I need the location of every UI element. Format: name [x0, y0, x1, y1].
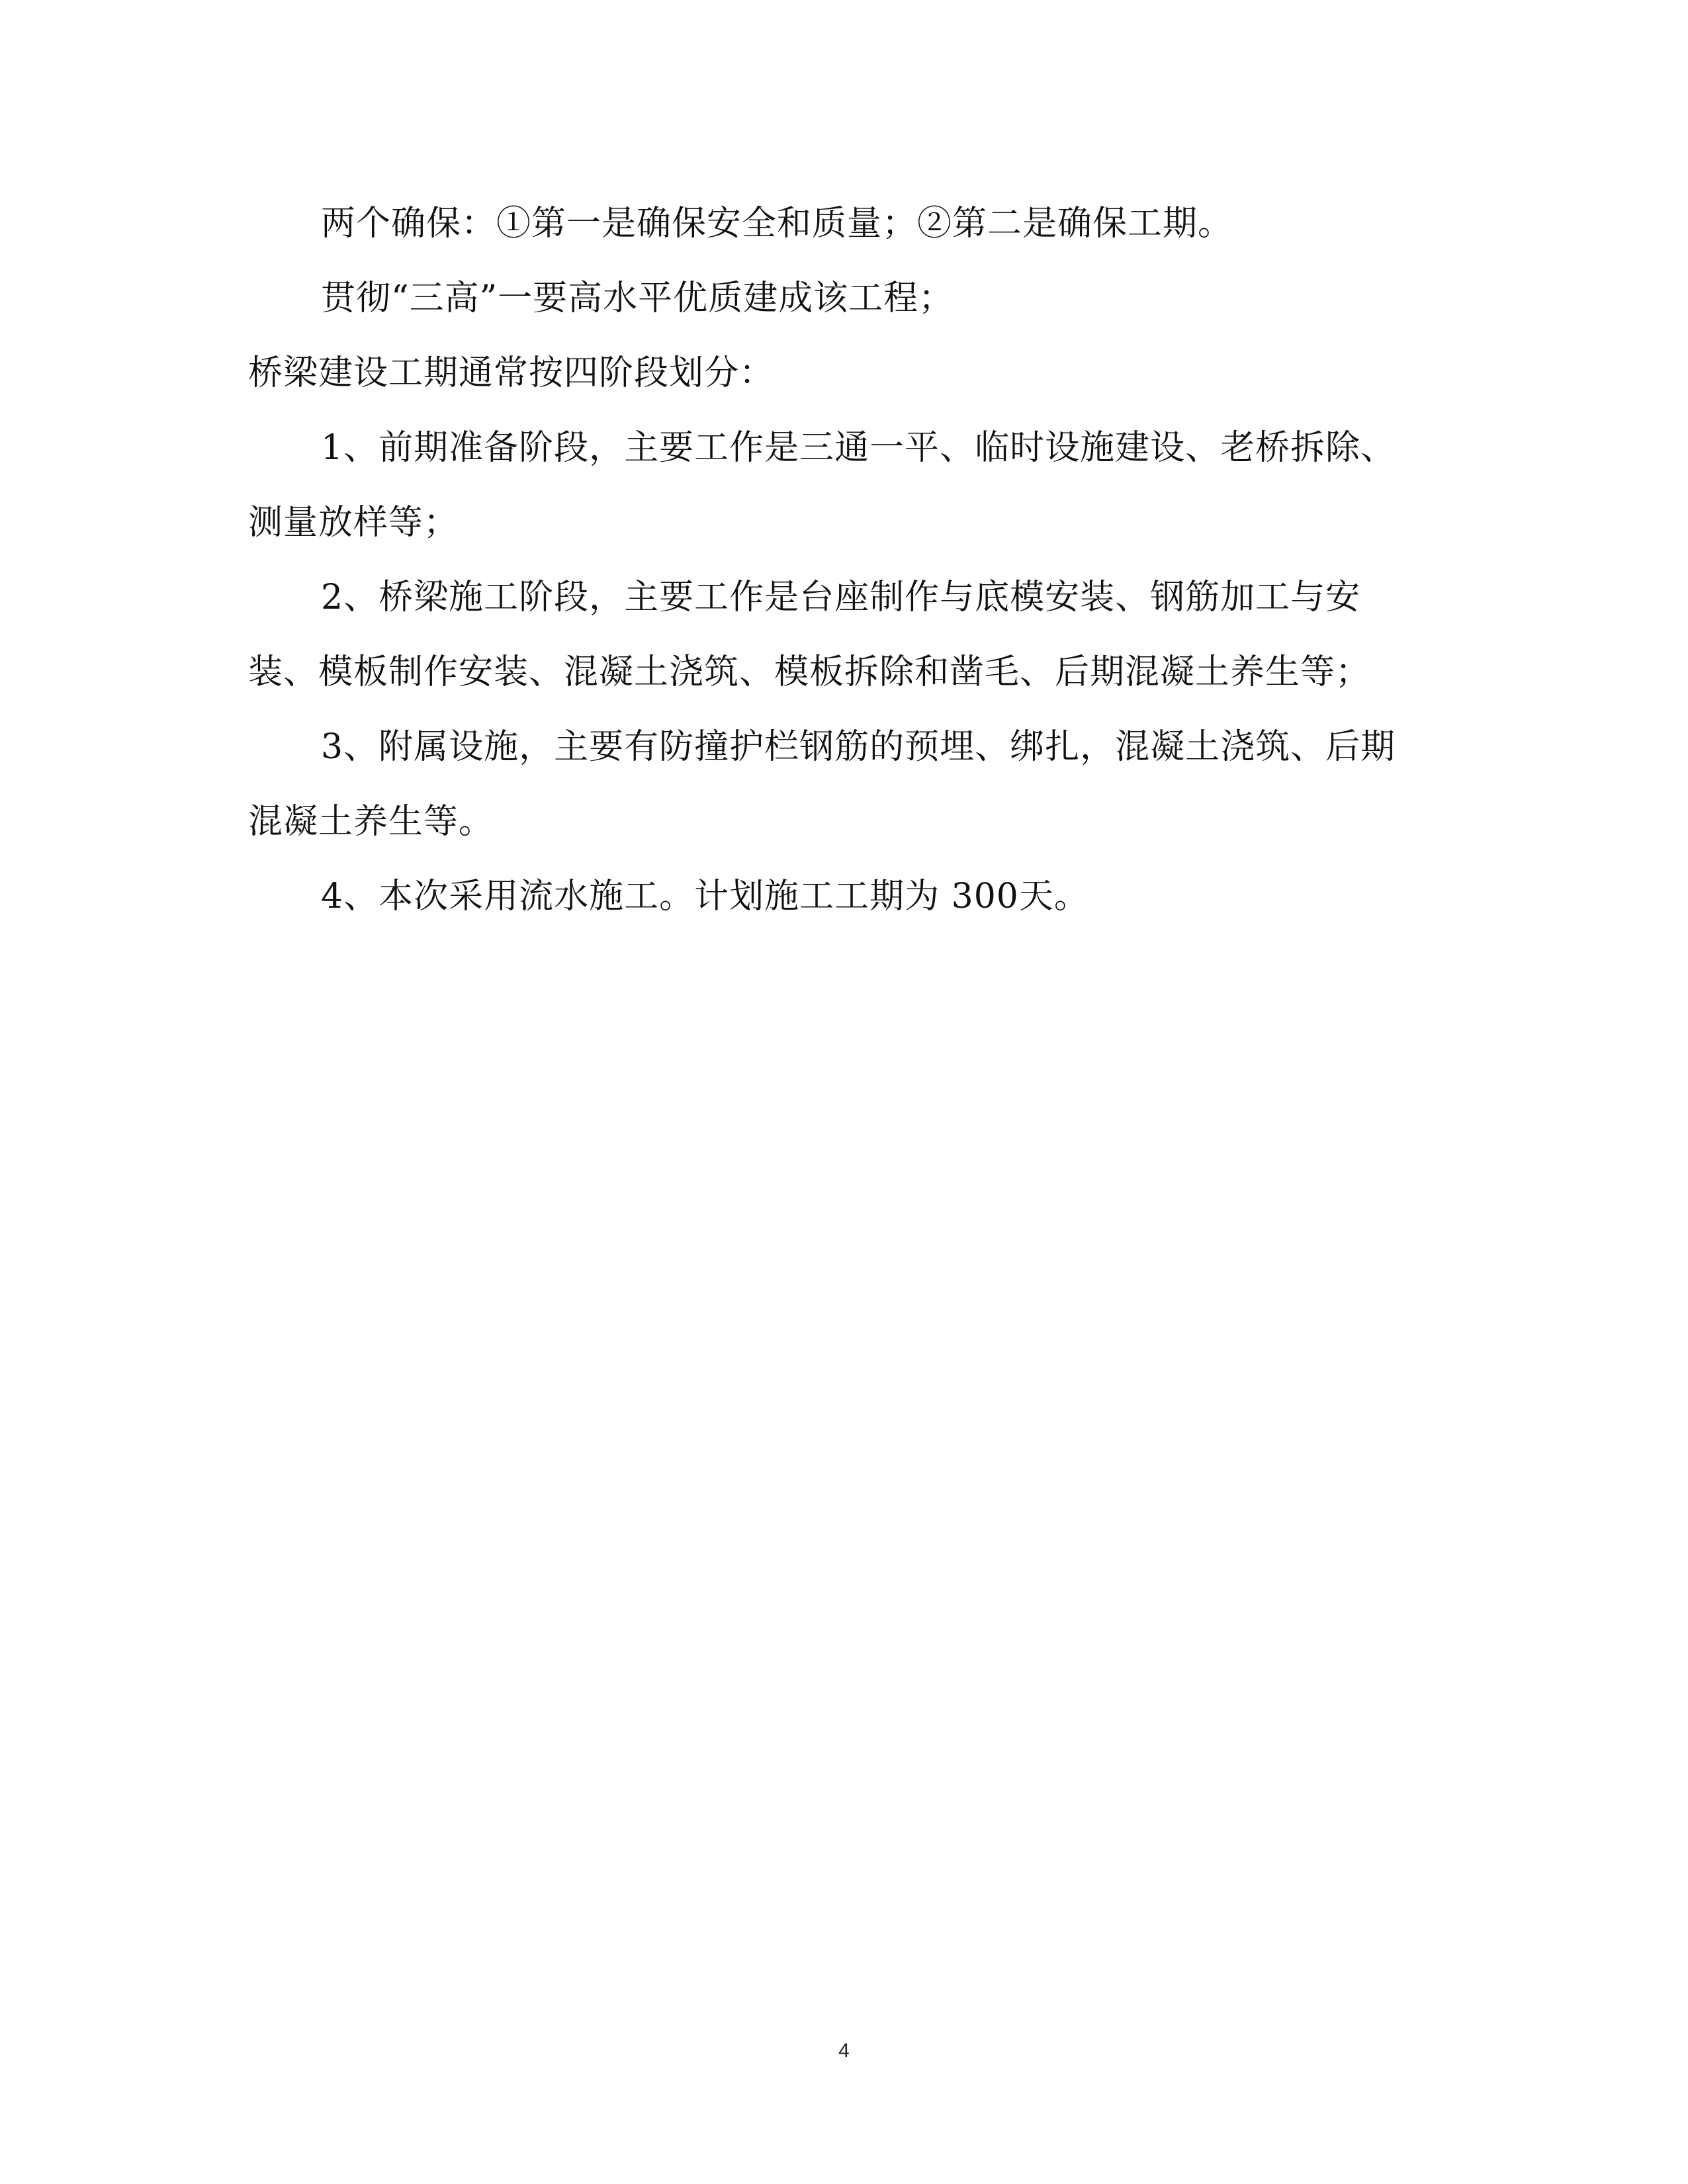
paragraph-stage-4: 4、本次采用流水施工。计划施工工期为 300天。 [321, 877, 1089, 916]
paragraph-stage-intro: 桥梁建设工期通常按四阶段划分： [248, 353, 775, 393]
body-text [248, 187, 1426, 934]
paragraph-two-guarantees: 两个确保：①第一是确保安全和质量；②第二是确保工期。 [321, 204, 1233, 243]
paragraph-stage-2: 2、桥梁施工阶段，主要工作是台座制作与底模安装、钢筋加工与安装、模板制作安装、混凝土浇筑、模板拆除和凿毛、后期混凝土养生等； [248, 578, 1371, 692]
paragraph-stage-1: 1、前期准备阶段，主要工作是三通一平、临时设施建设、老桥拆除、测量放样等； [248, 428, 1396, 543]
paragraph-three-highs: 贯彻“三高”一要高水平优质建成该工程； [321, 279, 954, 318]
paragraph-stage-3: 3、附属设施，主要有防撞护栏钢筋的预埋、绑扎，混凝土浇筑、后期混凝土养生等。 [248, 727, 1396, 842]
page-number: 4 [838, 2040, 850, 2062]
